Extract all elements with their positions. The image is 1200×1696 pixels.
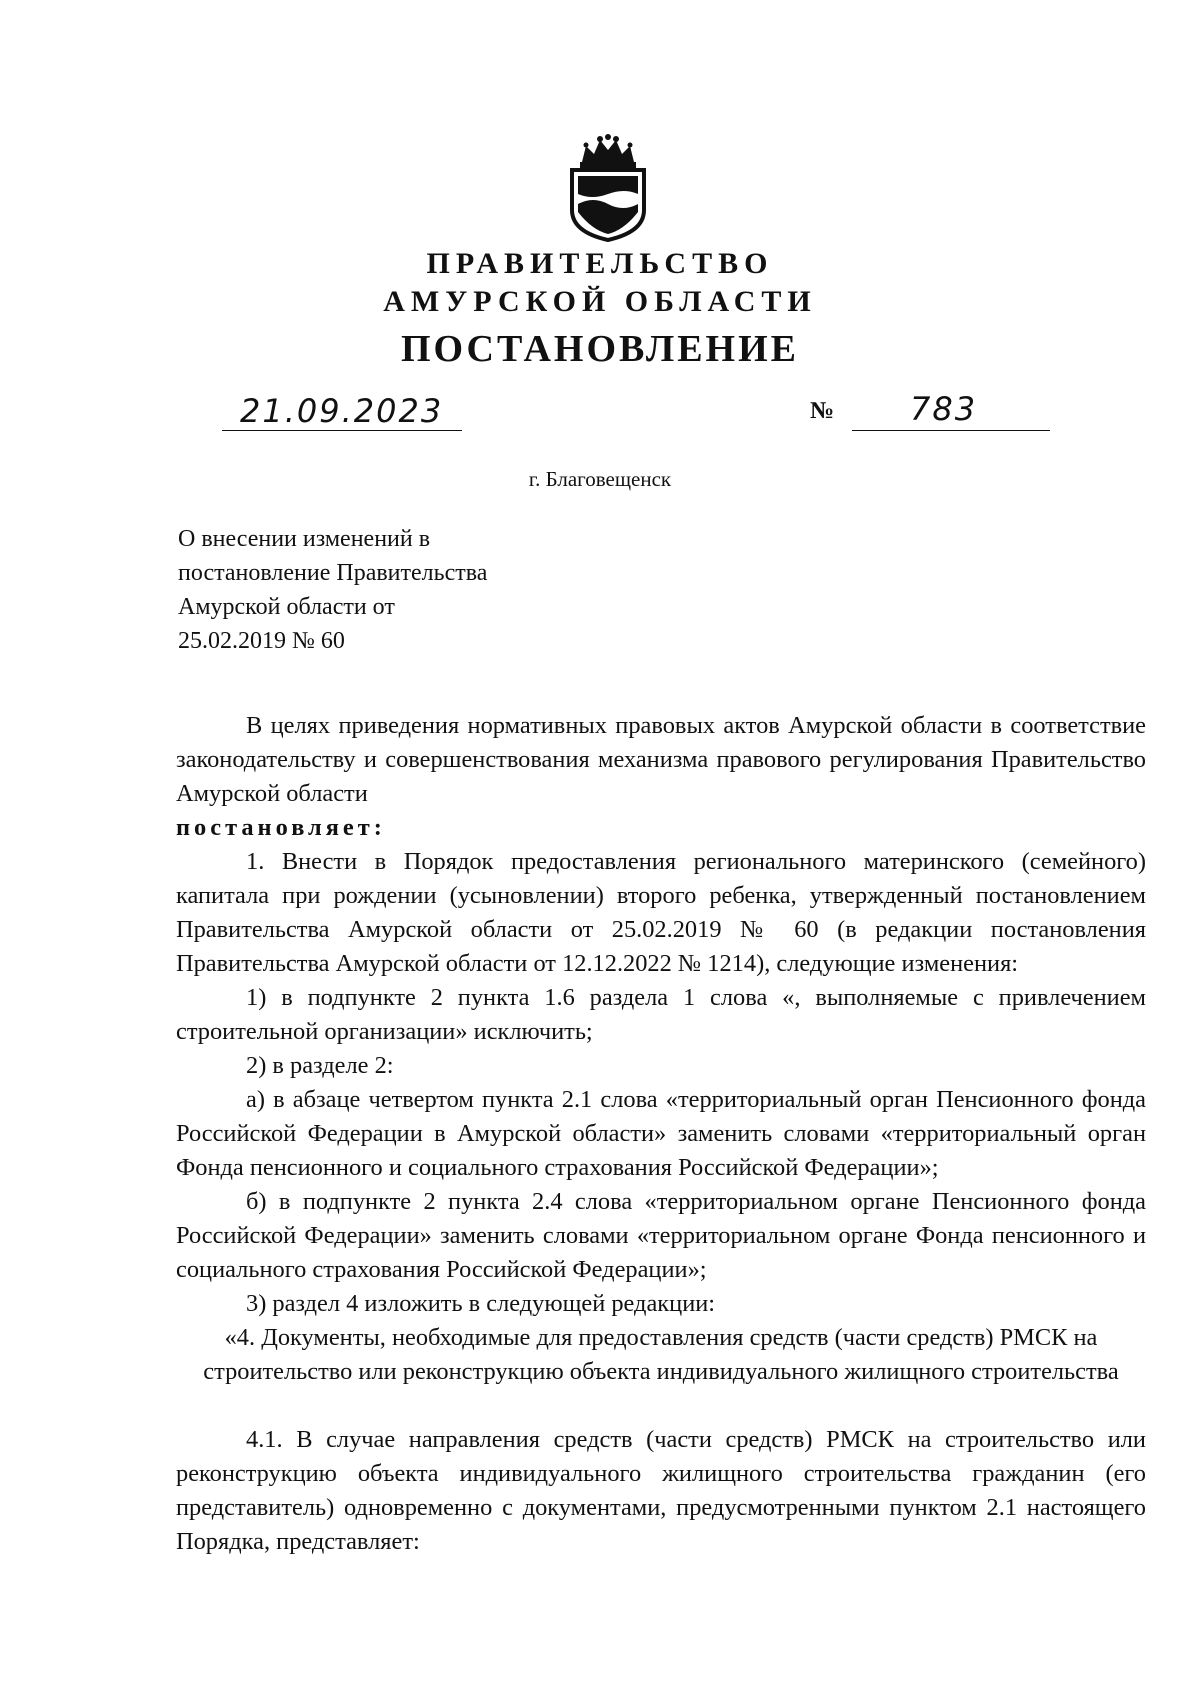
subject-line: О внесении изменений в: [178, 526, 431, 552]
document-subject: [178, 522, 558, 658]
preamble-paragraph: В целях приведения нормативных правовых актов Амурской области в соответствие законодательству и совершенствования механизма правового регулирования Правительство Амурской области: [176, 712, 1146, 807]
document-number: 783: [910, 390, 978, 428]
number-sign: №: [810, 398, 835, 424]
item-1-2a-paragraph: а) в абзаце четвертом пункта 2.1 слова «территориальный орган Пенсионного фонда Российской Федерации в Амурской области» заменить словами «территориальный орган Фонда пенсионного и социального страхования Российской Федерации»;: [176, 1086, 1146, 1181]
city-name: г. Благовещенск: [528, 467, 672, 491]
subject-line: Амурской области от: [178, 594, 395, 620]
date-underline: [222, 430, 462, 431]
item-1-2-paragraph: 2) в разделе 2:: [246, 1052, 394, 1079]
subject-line: 25.02.2019 № 60: [178, 628, 345, 654]
coat-of-arms-icon: [560, 132, 656, 242]
item-4-1-paragraph: 4.1. В случае направления средств (части средств) РМСК на строительство или реконструкцию объекта индивидуального жилищного строительства гражданин (его представитель) одновременно с документами, предусмотренными пунктом 2.1 настоящего Порядка, представляет:: [176, 1426, 1146, 1555]
item-1-1-paragraph: 1) в подпункте 2 пункта 1.6 раздела 1 слова «, выполняемые с привлечением строительной организации» исключить;: [176, 984, 1146, 1045]
organization-name-line1: ПРАВИТЕЛЬСТВО: [426, 247, 774, 280]
item-1-3-paragraph: 3) раздел 4 изложить в следующей редакции:: [246, 1290, 716, 1317]
item-1-2b-paragraph: б) в подпункте 2 пункта 2.4 слова «территориальном органе Пенсионного фонда Российской Федерации» заменить словами «территориальном органе Фонда пенсионного и социального страхования Российской Федерации»;: [176, 1188, 1146, 1283]
document-body: [176, 709, 1146, 1559]
document-type: ПОСТАНОВЛЕНИЕ: [400, 328, 800, 370]
organization-name-line2: АМУРСКОЙ ОБЛАСТИ: [383, 285, 817, 318]
section-4-title: «4. Документы, необходимые для предоставления средств (части средств) РМСК на строительство или реконструкцию объекта индивидуального жилищного строительства: [203, 1324, 1119, 1385]
number-underline: [852, 430, 1050, 431]
subject-line: постановление Правительства: [178, 560, 488, 586]
document-date: 21.09.2023: [240, 392, 444, 430]
resolves-word: постановляет:: [176, 814, 386, 841]
item-1-paragraph: 1. Внести в Порядок предоставления регионального материнского (семейного) капитала при рождении (усыновлении) второго ребенка, утвержденный постановлением Правительства Амурской области от 25.02.2019 № 60 (в редакции постановления Правительства Амурской области от 12.12.2022 № 1214), следующие изменения:: [176, 848, 1146, 977]
